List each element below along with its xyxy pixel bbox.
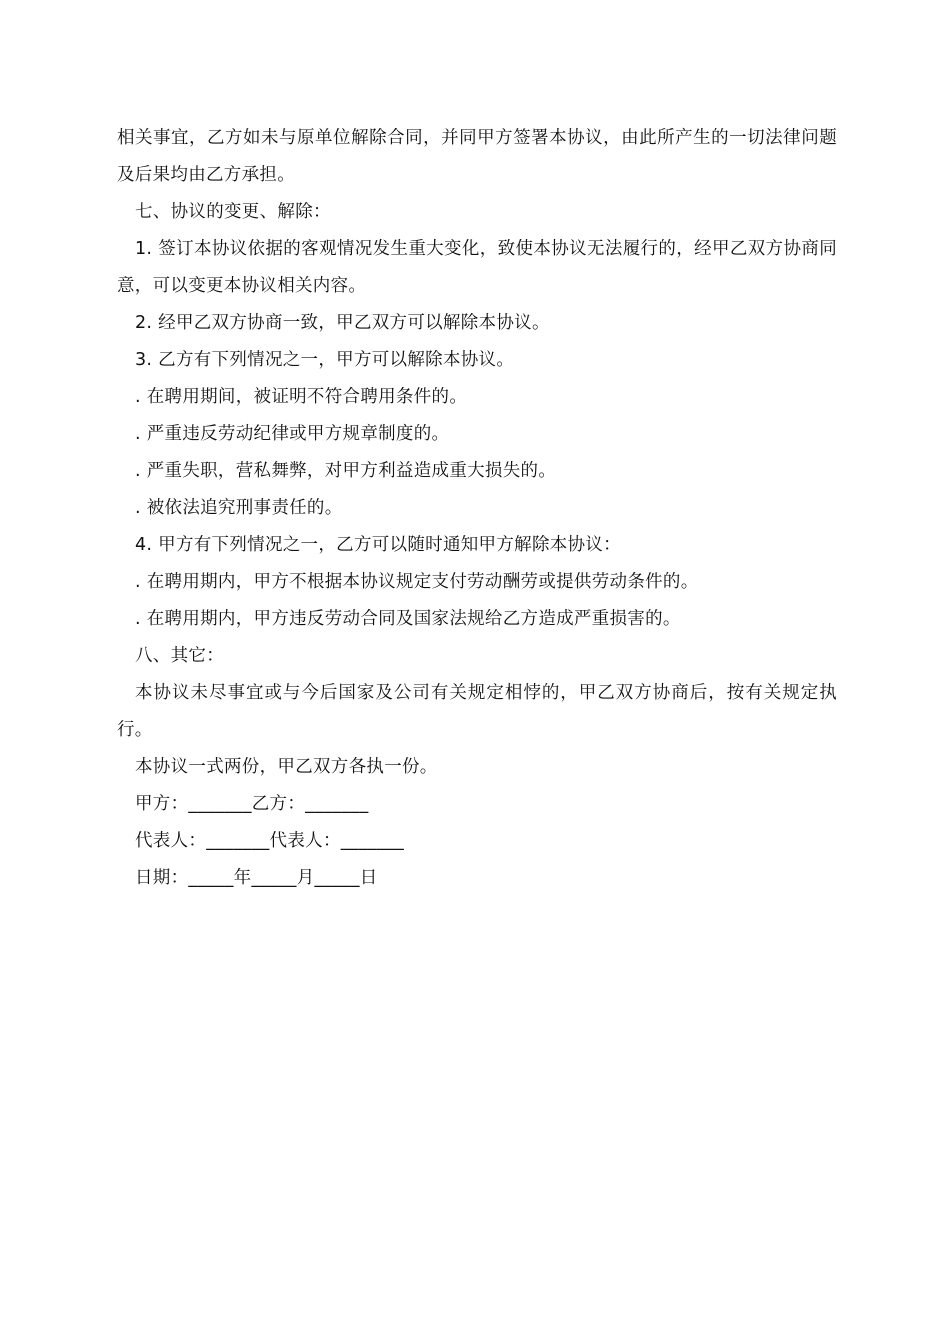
document-body — [117, 120, 837, 897]
signature-date: 日期：_____年_____月_____日 — [135, 868, 378, 888]
other-paragraph: 本协议未尽事宜或与今后国家及公司有关规定相悖的，甲乙双方协商后，按有关规定执行。 — [117, 683, 837, 740]
clause-3-item: . 被依法追究刑事责任的。 — [135, 498, 343, 518]
signature-parties: 甲方：_______乙方：_______ — [135, 794, 369, 814]
section-heading-other: 八、其它： — [135, 646, 224, 666]
paragraph-continuation: 相关事宜，乙方如未与原单位解除合同，并同甲方签署本协议，由此所产生的一切法律问题及后果均由乙方承担。 — [117, 128, 837, 185]
clause-4: 4. 甲方有下列情况之一，乙方可以随时通知甲方解除本协议： — [135, 535, 621, 555]
clause-3-item: . 在聘用期间，被证明不符合聘用条件的。 — [135, 387, 468, 407]
clause-1: 1. 签订本协议依据的客观情况发生重大变化，致使本协议无法履行的，经甲乙双方协商同意，可以变更本协议相关内容。 — [117, 239, 837, 296]
clause-2: 2. 经甲乙双方协商一致，甲乙双方可以解除本协议。 — [135, 313, 550, 333]
signature-representatives: 代表人：_______代表人：_______ — [135, 831, 405, 851]
section-heading-change-termination: 七、协议的变更、解除： — [135, 202, 331, 222]
clause-3: 3. 乙方有下列情况之一，甲方可以解除本协议。 — [135, 350, 515, 370]
copies-paragraph: 本协议一式两份，甲乙双方各执一份。 — [135, 757, 438, 777]
clause-4-item: . 在聘用期内，甲方违反劳动合同及国家法规给乙方造成严重损害的。 — [135, 609, 681, 629]
clause-4-item: . 在聘用期内，甲方不根据本协议规定支付劳动酬劳或提供劳动条件的。 — [135, 572, 699, 592]
clause-3-item: . 严重违反劳动纪律或甲方规章制度的。 — [135, 424, 450, 444]
clause-3-item: . 严重失职，营私舞弊，对甲方利益造成重大损失的。 — [135, 461, 557, 481]
